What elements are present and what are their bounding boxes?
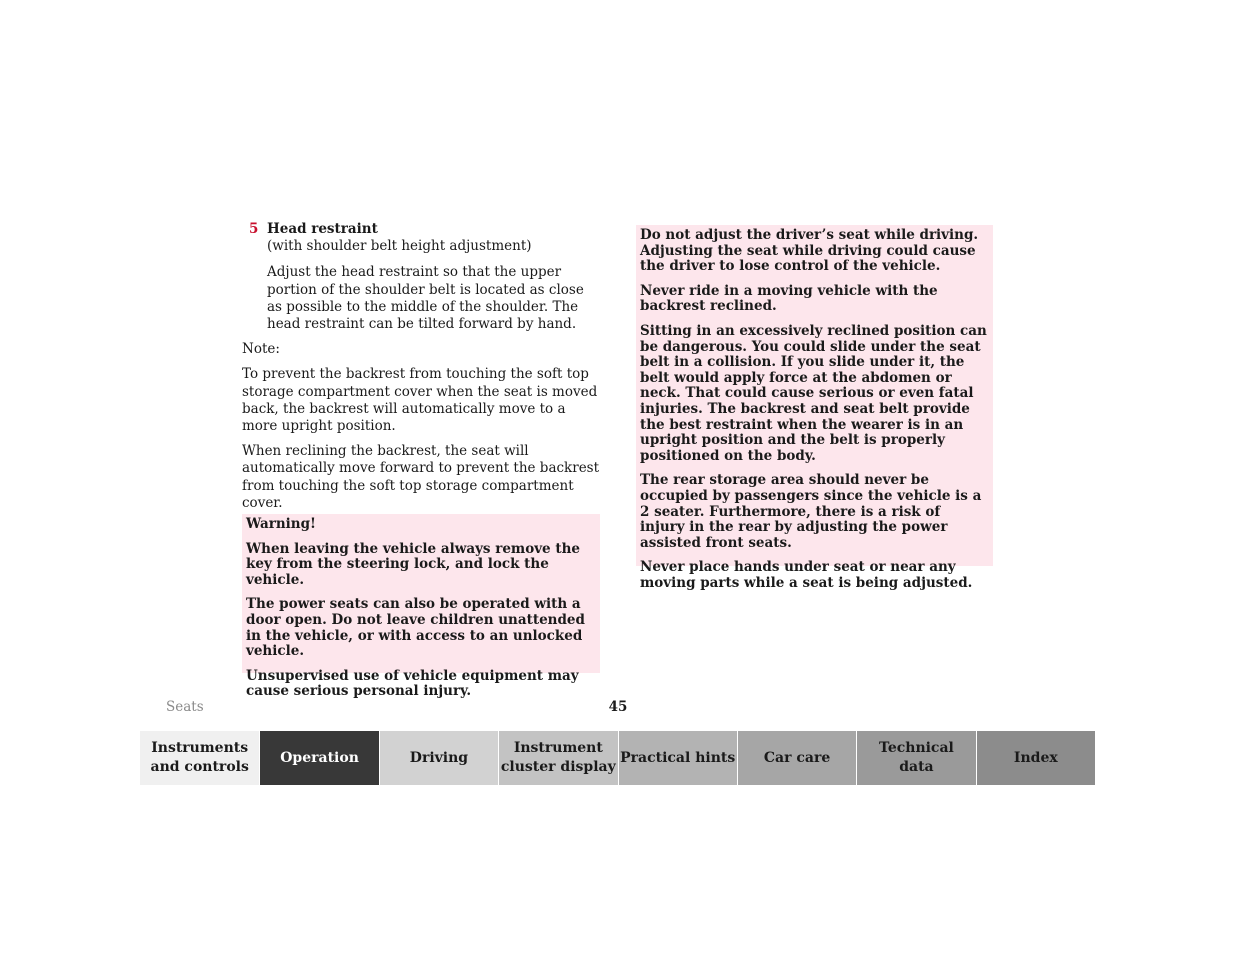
warning-box-right: [636, 225, 993, 591]
note-paragraph: To prevent the backrest from touching the soft top storage compartment cover when the seat is moved back, the backrest will automatically move to a more upright position.: [242, 366, 598, 435]
chapter-nav: [140, 731, 1095, 785]
warning-paragraph: Do not adjust the driver’s seat while driving. Adjusting the seat while driving could cause the driver to lose control of the vehicle.: [640, 227, 979, 275]
item-subtitle: (with shoulder belt height adjustment): [267, 238, 532, 255]
tab-index[interactable]: [976, 731, 1095, 785]
tab-label: Technical data: [879, 740, 954, 775]
item-head-restraint: [242, 221, 600, 333]
warning-paragraph: Sitting in an excessively reclined position can be dangerous. You could slide under the seat belt in a collision. If you slide under it, the belt would apply force at the abdomen or neck. That could cause serious or even fatal injuries. The backrest and seat belt provide the best restraint when the wearer is in an upright position and the belt is properly positioned on the body.: [640, 322, 987, 464]
tab-technical-data[interactable]: [856, 731, 975, 785]
tab-label: Instrument cluster display: [500, 740, 616, 775]
tab-practical-hints[interactable]: [618, 731, 737, 785]
note-label: Note:: [242, 341, 280, 358]
tab-label: Instruments and controls: [150, 740, 249, 775]
tab-car-care[interactable]: [737, 731, 856, 785]
item-number: 5: [249, 221, 259, 237]
warning-paragraph: Unsupervised use of vehicle equipment may cause serious personal injury.: [246, 667, 579, 700]
tab-instruments-and-controls[interactable]: [140, 731, 259, 785]
tab-label: Practical hints: [620, 749, 736, 766]
warning-paragraph: Never place hands under seat or near any moving parts while a seat is being adjusted.: [640, 559, 973, 591]
note-paragraph: When reclining the backrest, the seat will automatically move forward to prevent the backrest from touching the soft top storage compartment cover.: [242, 443, 600, 511]
warning-paragraph: Never ride in a moving vehicle with the backrest reclined.: [640, 282, 938, 315]
tab-label: Driving: [409, 749, 469, 766]
left-column: [242, 221, 600, 512]
page-number: 45: [608, 699, 628, 715]
warning-box-left: [242, 514, 600, 700]
tab-operation[interactable]: [259, 731, 378, 785]
tab-driving[interactable]: [379, 731, 498, 785]
item-title: Head restraint: [267, 221, 378, 237]
tab-instrument-cluster-display[interactable]: [498, 731, 617, 785]
warning-paragraph: The rear storage area should never be occupied by passengers since the vehicle is a 2 seater. Furthermore, there is a risk of injury in the rear by adjusting the power assisted front seats.: [640, 472, 982, 551]
section-title: Seats: [166, 699, 204, 715]
warning-paragraph: The power seats can also be operated with a door open. Do not leave children unattended in the vehicle, or with access to an unlocked vehicle.: [246, 596, 585, 660]
item-body: Adjust the head restraint so that the upper portion of the shoulder belt is located as close as possible to the middle of the shoulder. The head restraint can be tilted forward by hand.: [267, 264, 584, 333]
tab-label: Car care: [763, 749, 831, 766]
tab-label: Operation: [280, 749, 359, 766]
warning-heading: Warning!: [246, 516, 316, 532]
tab-label: Index: [1013, 749, 1058, 766]
warning-paragraph: When leaving the vehicle always remove the key from the steering lock, and lock the vehicle.: [246, 540, 580, 588]
